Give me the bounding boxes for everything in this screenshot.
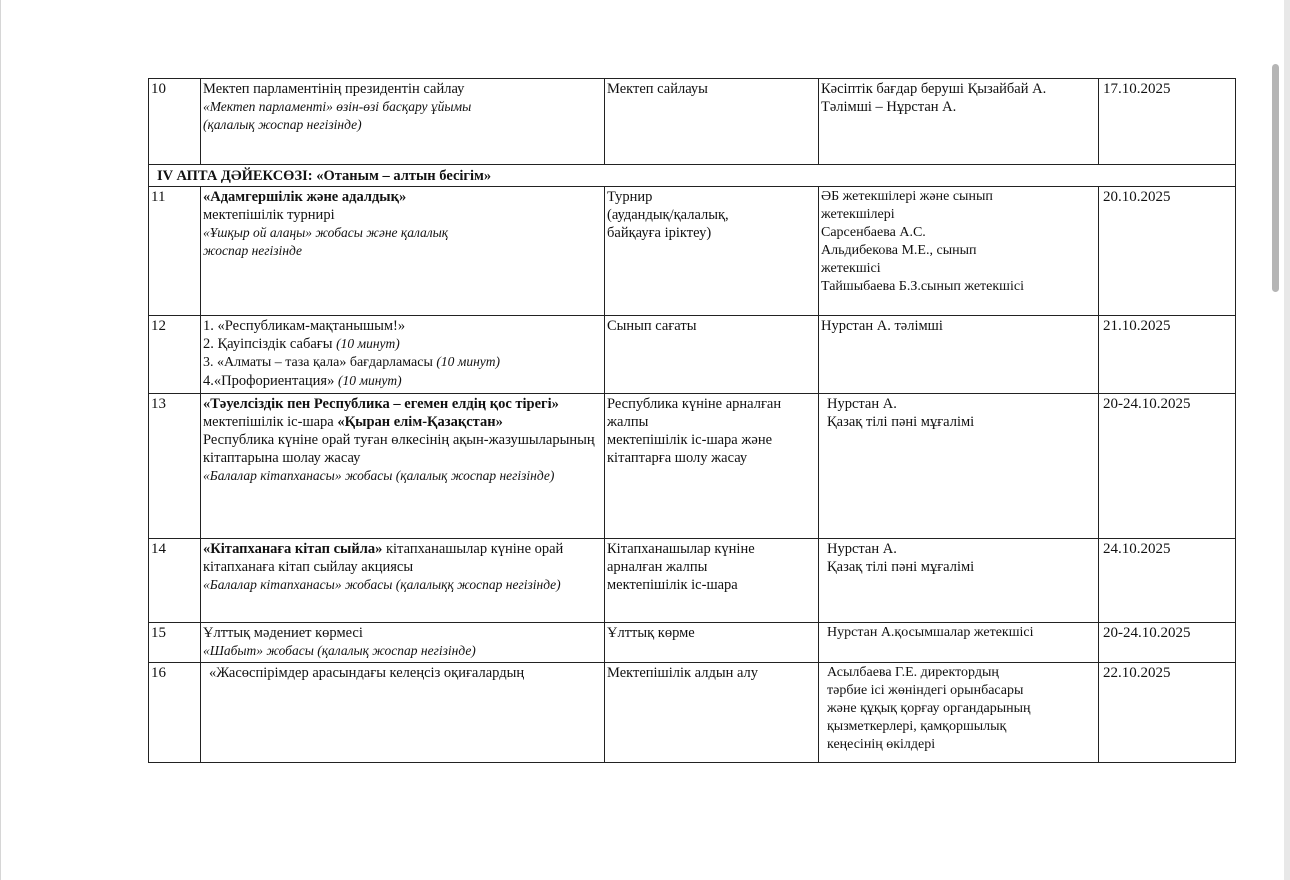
- section-header: IV АПТА ДӘЙЕКСӨЗІ: «Отаным – алтын бесігім»: [149, 165, 1236, 187]
- form-line: кітаптарға шолу жасау: [607, 450, 748, 466]
- page-edge: [1284, 0, 1290, 880]
- table-row: [149, 316, 1236, 394]
- event-title: Мектеп парламентінің президентін сайлау: [203, 81, 465, 97]
- event-project: «Шабыт» жобасы (қалалық жоспар негізінде): [203, 643, 476, 658]
- responsible-line: Қазақ тілі пәні мұғалімі: [827, 559, 975, 575]
- form-cell: [605, 187, 819, 316]
- row-number: 10: [149, 79, 201, 165]
- event-item: [203, 372, 602, 390]
- event-item: [203, 353, 602, 372]
- event-item: [203, 317, 602, 335]
- event-title-second: «Қыран елім-Қазақстан»: [337, 414, 503, 430]
- form-cell: Ұлттық көрме: [605, 623, 819, 663]
- row-number: 12: [149, 316, 201, 394]
- form-cell: [605, 539, 819, 623]
- table-row: [149, 187, 1236, 316]
- event-project: «Балалар кітапханасы» жобасы (қалалық жоспар негізінде): [203, 468, 555, 483]
- event-cell: [201, 623, 605, 663]
- event-item-duration: (10 минут): [336, 336, 400, 351]
- event-title: «Кітапханаға кітап сыйла»: [203, 541, 383, 557]
- table-row: [149, 539, 1236, 623]
- event-item-duration: (10 минут): [337, 373, 402, 388]
- form-cell: [605, 394, 819, 539]
- responsible-line: Нурстан А.: [827, 396, 897, 412]
- responsible-cell: [819, 79, 1099, 165]
- row-number: 16: [149, 663, 201, 763]
- section-header-row: [149, 165, 1236, 187]
- table-row: [149, 623, 1236, 663]
- form-line: Республика күніне арналған: [607, 396, 782, 412]
- responsible-cell: [819, 539, 1099, 623]
- row-number: 14: [149, 539, 201, 623]
- date-cell: 17.10.2025: [1099, 79, 1236, 165]
- form-cell: Сынып сағаты: [605, 316, 819, 394]
- event-project: «Балалар кітапханасы» жобасы (қалалыққ жоспар негізінде): [203, 577, 561, 592]
- table-row: [149, 663, 1236, 763]
- responsible-line: Альдибекова М.Е., сынып: [821, 243, 977, 258]
- responsible-cell: Нурстан А.қосымшалар жетекшісі: [819, 623, 1099, 663]
- row-number: 13: [149, 394, 201, 539]
- responsible-line: Асылбаева Г.Е. директордың: [827, 665, 999, 680]
- event-subtitle: мектепішілік турнирі: [203, 207, 335, 223]
- responsible-cell: Нурстан А. тәлімші: [819, 316, 1099, 394]
- date-cell: 20-24.10.2025: [1099, 394, 1236, 539]
- responsible-line: Кәсіптік бағдар беруші Қызайбай А.: [821, 81, 1047, 97]
- plan-table: [148, 78, 1236, 763]
- responsible-line: ӘБ жетекшілері және сынып: [821, 189, 993, 204]
- date-cell: 20-24.10.2025: [1099, 623, 1236, 663]
- event-title: «Адамгершілік және адалдық»: [203, 189, 407, 205]
- event-title: «Тәуелсіздік пен Республика – егемен елдің қос тірегі»: [203, 396, 559, 412]
- date-cell: 21.10.2025: [1099, 316, 1236, 394]
- responsible-line: тәрбие ісі жөніндегі орынбасары: [827, 683, 1024, 698]
- event-project: «Ұшқыр ой алаңы» жобасы және қалалық: [203, 225, 449, 240]
- responsible-line: Қазақ тілі пәні мұғалімі: [827, 414, 975, 430]
- event-item-duration: (10 минут): [436, 354, 501, 369]
- date-cell: 22.10.2025: [1099, 663, 1236, 763]
- event-item: [203, 335, 602, 353]
- form-cell: Мектепішілік алдын алу: [605, 663, 819, 763]
- event-cell: [201, 79, 605, 165]
- responsible-line: және құқық қорғау органдарының: [827, 701, 1031, 716]
- table-row: [149, 394, 1236, 539]
- responsible-line: қызметкерлері, қамқоршылық: [827, 719, 1007, 734]
- event-item-text: 3. «Алматы – таза қала» бағдарламасы: [203, 355, 437, 370]
- event-description: кітапханашылар күніне орай кітапханаға кітап сыйлау акциясы: [203, 541, 564, 575]
- responsible-line: жетекшілері: [821, 207, 895, 222]
- responsible-line: жетекшісі: [821, 261, 881, 276]
- form-line: жалпы: [607, 414, 649, 430]
- scrollbar-thumb[interactable]: [1272, 64, 1279, 292]
- event-basis: (қалалық жоспар негізінде): [203, 117, 362, 132]
- form-cell: Мектеп сайлауы: [605, 79, 819, 165]
- form-line: мектепішілік іс-шара: [607, 577, 738, 593]
- event-title: Ұлттық мәдениет көрмесі: [203, 625, 363, 641]
- event-basis: жоспар негізінде: [203, 243, 302, 258]
- form-line: Кітапханашылар күніне: [607, 541, 755, 557]
- responsible-cell: [819, 394, 1099, 539]
- event-item-text: 4.«Профориентация»: [203, 373, 338, 389]
- form-line: арналған жалпы: [607, 559, 708, 575]
- event-cell: [201, 539, 605, 623]
- form-line: байқауға іріктеу): [607, 225, 712, 241]
- event-cell: [201, 316, 605, 394]
- event-item-text: 2. Қауіпсіздік сабағы: [203, 336, 337, 352]
- table-row: [149, 79, 1236, 165]
- event-item-text: 1. «Республикам-мақтанышым!»: [203, 318, 406, 334]
- responsible-line: кеңесінің өкілдері: [827, 737, 936, 752]
- form-line: (аудандық/қалалық,: [607, 207, 729, 223]
- date-cell: 20.10.2025: [1099, 187, 1236, 316]
- responsible-cell: [819, 187, 1099, 316]
- date-cell: 24.10.2025: [1099, 539, 1236, 623]
- event-description: Республика күніне орай туған өлкесінің ақын-жазушыларының кітаптарына шолау жасау: [203, 432, 595, 466]
- event-title-middle: мектепішілік іс-шара: [203, 414, 338, 430]
- form-line: мектепішілік іс-шара және: [607, 432, 773, 448]
- responsible-line: Тайшыбаева Б.З.сынып жетекшісі: [821, 279, 1024, 294]
- event-cell: [201, 187, 605, 316]
- form-line: Турнир: [607, 189, 653, 205]
- responsible-line: Нурстан А.: [827, 541, 897, 557]
- event-cell: [201, 394, 605, 539]
- row-number: 11: [149, 187, 201, 316]
- event-project: «Мектеп парламенті» өзін-өзі басқару ұйымы: [203, 99, 472, 114]
- row-number: 15: [149, 623, 201, 663]
- responsible-line: Сарсенбаева А.С.: [821, 225, 926, 240]
- responsible-cell: [819, 663, 1099, 763]
- responsible-line: Тәлімші – Нұрстан А.: [821, 99, 957, 115]
- event-cell: «Жасөспірімдер арасындағы келеңсіз оқиғалардың: [201, 663, 605, 763]
